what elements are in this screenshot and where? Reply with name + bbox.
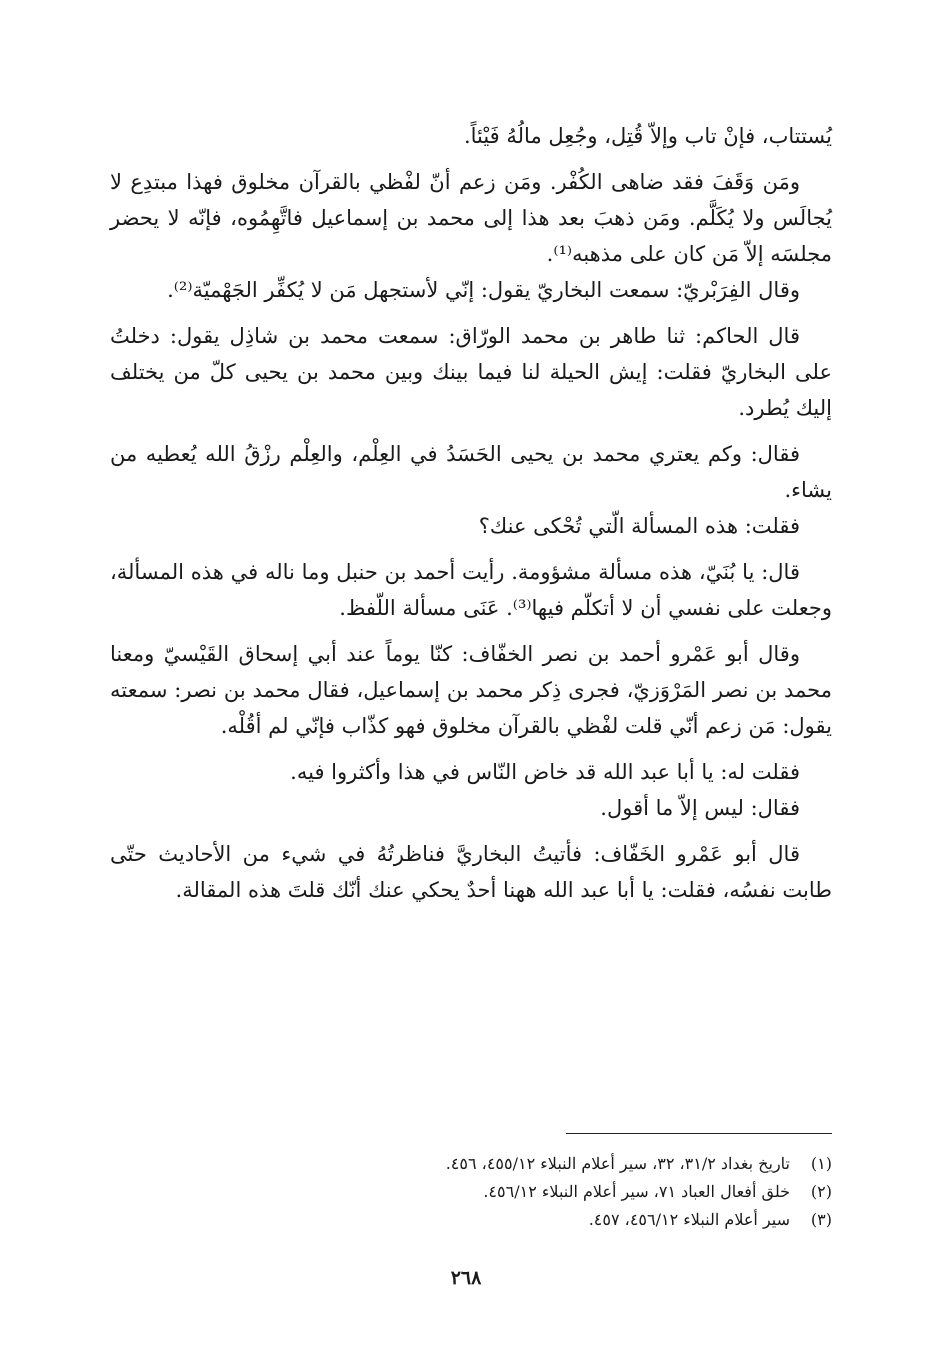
paragraph: فقلت له: يا أبا عبد الله قد خاض النّاس في هذا وأكثروا فيه. bbox=[290, 760, 800, 784]
paragraph: يُستتاب، فإنْ تاب وإلاّ قُتِل، وجُعِل مالُهُ فَيْئاً. bbox=[463, 124, 832, 148]
footnotes bbox=[200, 1150, 832, 1234]
page-number: ٢٦٨ bbox=[450, 1267, 482, 1289]
paragraph: وقال الفِرَبْريّ: سمعت البخاريّ يقول: إنّي لأستجهل مَن لا يُكفِّر الجَهْميّة⁽²⁾. bbox=[167, 278, 800, 302]
paragraph: قال الحاكم: ثنا طاهر بن محمد الورّاق: سمعت محمد بن شاذِل يقول: دخلتُ على البخاريّ فقلت: إيش الحيلة لنا فيما بينك وبين محمد بن يحيى كلّ من يختلف إليك يُطرد. bbox=[110, 324, 832, 420]
paragraph: وقال أبو عَمْرو أحمد بن نصر الخفّاف: كنّا يوماً عند أبي إسحاق القَيْسيّ ومعنا محمد بن نصر المَرْوَزيّ، فجرى ذِكر محمد بن إسماعيل، فقال محمد بن نصر: سمعته يقول: مَن زعم أنّي قلت لفْظي بالقرآن مخلوق فهو كذّاب فإنّي لم أقُلْه. bbox=[110, 642, 832, 738]
footnote-text: خلق أفعال العباد ٧١، سير أعلام النبلاء ٤٥٦/١٢. bbox=[483, 1182, 790, 1201]
main-text bbox=[110, 118, 832, 908]
paragraph: فقال: ليس إلاّ ما أقول. bbox=[600, 796, 800, 820]
paragraph: قال أبو عَمْرو الخَفّاف: فأتيتُ البخاريَّ فناظرتُهُ في شيء من الأحاديث حتّى طابت نفسُه، فقلت: يا أبا عبد الله ههنا أحدٌ يحكي عنك أنّك قلتَ هذه المقالة. bbox=[110, 842, 832, 902]
paragraph: فقال: وكم يعتري محمد بن يحيى الحَسَدُ في العِلْم، والعِلْم رزْقُ الله يُعطيه من يشاء. bbox=[110, 442, 832, 502]
footnote bbox=[200, 1206, 832, 1234]
footnote-number: (٣) bbox=[810, 1210, 832, 1229]
paragraph: ومَن وَقَفَ فقد ضاهى الكُفْر. ومَن زعم أنّ لفْظي بالقرآن مخلوق فهذا مبتدِع لا يُجالَس ولا يُكَلَّم. ومَن ذهبَ بعد هذا إلى محمد بن إسماعيل فاتَّهِمُوه، فإنّه لا يحضر مجلسَه إلاّ مَن كان على مذهبه⁽¹⁾. bbox=[110, 170, 832, 266]
footnote-divider bbox=[566, 1133, 832, 1134]
footnote-number: (١) bbox=[810, 1154, 832, 1173]
paragraph: قال: يا بُنَيّ، هذه مسألة مشؤومة. رأيت أحمد بن حنبل وما ناله في هذه المسألة، وجعلت على نفسي أن لا أتكلّم فيها⁽³⁾. عَنَى مسألة اللّفظ. bbox=[110, 560, 832, 620]
footnote-text: تاريخ بغداد ٣١/٢، ٣٢، سير أعلام النبلاء ٤٥٥/١٢، ٤٥٦. bbox=[445, 1154, 790, 1173]
footnote bbox=[200, 1150, 832, 1178]
footnote-text: سير أعلام النبلاء ٤٥٦/١٢، ٤٥٧. bbox=[588, 1210, 790, 1229]
footnote-number: (٢) bbox=[810, 1182, 832, 1201]
footnote bbox=[200, 1178, 832, 1206]
paragraph: فقلت: هذه المسألة الّتي تُحْكى عنك؟ bbox=[478, 514, 800, 538]
